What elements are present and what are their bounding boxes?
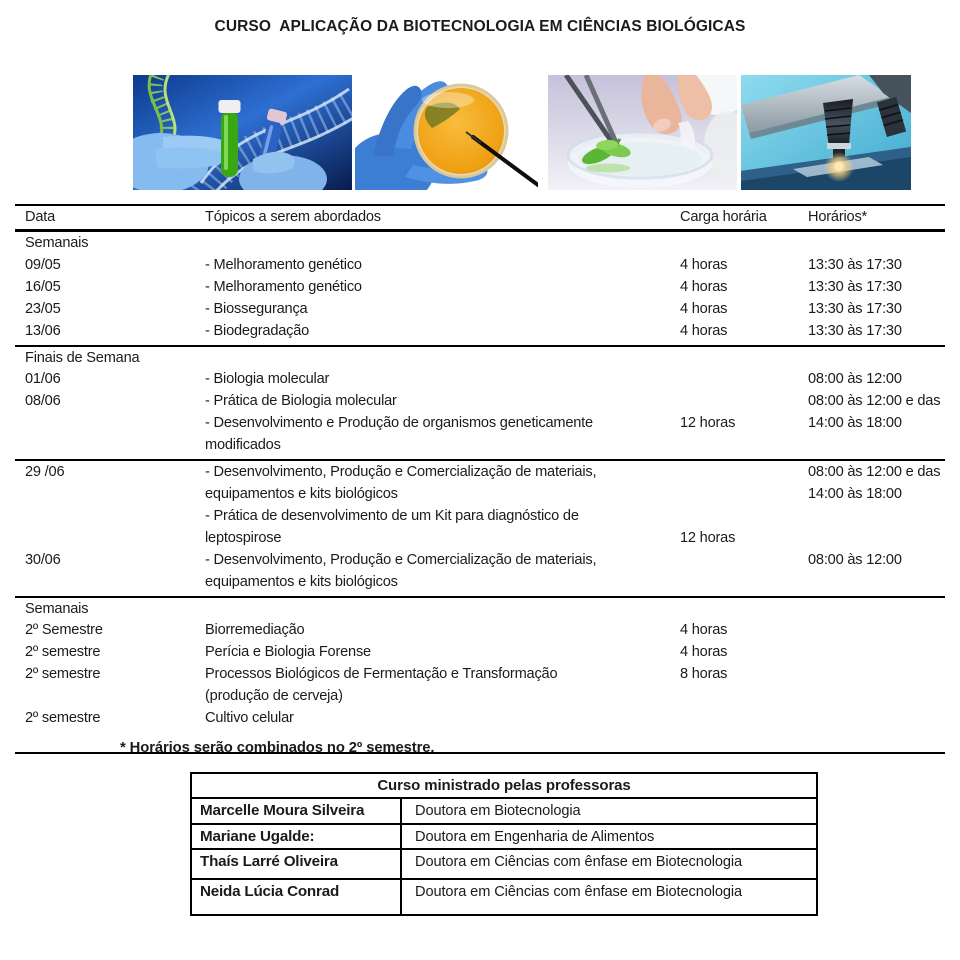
- schedule-date-cell: Semanais: [25, 600, 89, 617]
- professor-degree-cell: Doutora em Biotecnologia: [415, 803, 581, 819]
- professor-degree-cell: Doutora em Engenharia de Alimentos: [415, 829, 655, 845]
- professor-row: [192, 880, 816, 914]
- schedule-hours-cell: [680, 708, 808, 730]
- schedule-hours-cell: [680, 348, 808, 370]
- schedule-times-cell: [808, 233, 945, 255]
- petri-dish-illustration: [355, 75, 538, 190]
- schedule-hours-cell: [680, 462, 808, 484]
- schedule-hours-cell: 12 horas: [680, 415, 736, 432]
- schedule-hours-cell: [680, 435, 808, 457]
- schedule-row: [15, 233, 945, 255]
- schedule-date-cell: 2º semestre: [25, 644, 101, 661]
- schedule-row: [15, 255, 945, 277]
- schedule-topic-cell: - Desenvolvimento e Produção de organismos geneticamente: [205, 415, 593, 432]
- schedule-times-cell: 14:00 às 18:00: [808, 415, 902, 432]
- schedule-times-cell: [808, 506, 945, 528]
- schedule-date-cell: [25, 435, 205, 457]
- schedule-row: [15, 506, 945, 528]
- schedule-row: [15, 413, 945, 435]
- schedule-date-cell: 30/06: [25, 551, 61, 568]
- schedule-hours-cell: 12 horas: [680, 529, 736, 546]
- schedule-date-cell: [25, 413, 205, 435]
- schedule-row: [15, 620, 945, 642]
- page-title: CURSO APLICAÇÃO DA BIOTECNOLOGIA EM CIÊNCIAS BIOLÓGICAS: [214, 18, 746, 35]
- schedule-topic-cell: Perícia e Biologia Forense: [205, 644, 371, 661]
- schedule-sections: [15, 232, 945, 754]
- schedule-header-row: [15, 206, 945, 232]
- schedule-hours-cell: [680, 484, 808, 506]
- schedule-times-cell: 13:30 às 17:30: [808, 322, 902, 339]
- schedule-topic-cell: [205, 233, 680, 255]
- petri-dish-photo: [355, 75, 538, 190]
- schedule-date-cell: Finais de Semana: [25, 349, 140, 366]
- schedule-hours-cell: [680, 550, 808, 572]
- schedule-topic-cell: - Prática de desenvolvimento de um Kit para diagnóstico de: [205, 507, 579, 524]
- schedule-row: [15, 435, 945, 457]
- professor-row: [192, 825, 816, 850]
- schedule-section: [15, 347, 945, 462]
- professor-name-cell: Thaís Larré Oliveira: [192, 850, 402, 878]
- dna-test-tubes-illustration: [133, 75, 352, 190]
- schedule-hours-cell: 4 horas: [680, 256, 728, 273]
- schedule-hours-cell: [680, 686, 808, 708]
- professor-name-cell: Mariane Ugalde:: [192, 825, 402, 848]
- schedule-hours-cell: 4 horas: [680, 278, 728, 295]
- schedule-row: [15, 277, 945, 299]
- schedule-topic-cell: [205, 599, 680, 621]
- professors-table: [190, 772, 818, 916]
- schedule-topic-cell: - Desenvolvimento, Produção e Comercialização de materiais,: [205, 464, 597, 481]
- schedule-date-cell: [25, 572, 205, 594]
- professors-rows: [192, 799, 816, 914]
- schedule-date-cell: 2º semestre: [25, 666, 101, 683]
- schedule-times-cell: 13:30 às 17:30: [808, 278, 902, 295]
- schedule-times-cell: 08:00 às 12:00 e das: [808, 464, 941, 481]
- schedule-date-cell: [25, 484, 205, 506]
- schedule-times-cell: 13:30 às 17:30: [808, 256, 902, 273]
- schedule-date-cell: 29 /06: [25, 464, 65, 481]
- schedule-topic-cell: Biorremediação: [205, 622, 305, 639]
- plant-culture-photo: [548, 75, 737, 190]
- schedule-topic-cell: - Biodegradação: [205, 322, 310, 339]
- schedule-times-cell: [808, 708, 945, 730]
- schedule-times-cell: [808, 599, 945, 621]
- schedule-topic-cell: - Biossegurança: [205, 300, 308, 317]
- schedule-hours-cell: 8 horas: [680, 666, 728, 683]
- schedule-topic-cell: - Desenvolvimento, Produção e Comercialização de materiais,: [205, 551, 597, 568]
- schedule-times-cell: 13:30 às 17:30: [808, 300, 902, 317]
- schedule-row: [15, 462, 945, 484]
- schedule-row: [15, 391, 945, 413]
- microscope-photo: [741, 75, 911, 190]
- schedule-date-cell: [25, 528, 205, 550]
- professor-degree-cell: Doutora em Ciências com ênfase em Biotecnologia: [415, 854, 743, 870]
- header-hours: Carga horária: [680, 209, 767, 225]
- dna-test-tubes-photo: [133, 75, 352, 190]
- professor-row: [192, 850, 816, 880]
- schedule-row: [15, 528, 945, 550]
- schedule-date-cell: 16/05: [25, 278, 61, 295]
- schedule-row: [15, 550, 945, 572]
- schedule-topic-cell: leptospirose: [205, 529, 282, 546]
- schedule-date-cell: [25, 506, 205, 528]
- schedule-times-cell: [808, 642, 945, 664]
- schedule-row: [15, 369, 945, 391]
- header-times: Horários*: [808, 209, 868, 225]
- schedule-row: [15, 664, 945, 686]
- schedule-times-cell: 14:00 às 18:00: [808, 485, 902, 502]
- plant-culture-illustration: [548, 75, 737, 190]
- schedule-hours-cell: [680, 599, 808, 621]
- schedule-footnote: * Horários serão combinados no 2º semestre.: [120, 740, 435, 756]
- schedule-section: [15, 232, 945, 347]
- header-data: Data: [25, 209, 56, 225]
- schedule-row: [15, 299, 945, 321]
- professor-name-cell: Neida Lúcia Conrad: [192, 880, 402, 914]
- schedule-row: [15, 484, 945, 506]
- schedule-topic-cell: [205, 348, 680, 370]
- schedule-row: [15, 348, 945, 370]
- schedule-times-cell: [808, 620, 945, 642]
- schedule-date-cell: 08/06: [25, 393, 61, 410]
- schedule-topic-cell: - Melhoramento genético: [205, 278, 362, 295]
- schedule-date-cell: 2º semestre: [25, 710, 101, 727]
- schedule-date-cell: 13/06: [25, 322, 61, 339]
- photo-strip: [133, 75, 911, 190]
- professor-name-cell: Marcelle Moura Silveira: [192, 799, 402, 823]
- schedule-date-cell: 01/06: [25, 371, 61, 388]
- course-schedule-table: [15, 204, 945, 754]
- schedule-hours-cell: 4 horas: [680, 322, 728, 339]
- schedule-date-cell: Semanais: [25, 235, 89, 251]
- schedule-hours-cell: [680, 369, 808, 391]
- schedule-topic-cell: - Melhoramento genético: [205, 256, 362, 273]
- schedule-topic-cell: equipamentos e kits biológicos: [205, 485, 398, 502]
- schedule-topic-cell: - Biologia molecular: [205, 371, 330, 388]
- schedule-times-cell: [808, 572, 945, 594]
- professor-row: [192, 799, 816, 825]
- schedule-hours-cell: 4 horas: [680, 622, 728, 639]
- schedule-row: [15, 572, 945, 594]
- microscope-illustration: [741, 75, 911, 190]
- schedule-hours-cell: 4 horas: [680, 644, 728, 661]
- professors-table-title: Curso ministrado pelas professoras: [192, 774, 816, 799]
- professor-degree-cell: Doutora em Ciências com ênfase em Biotecnologia: [415, 884, 743, 900]
- header-topics: Tópicos a serem abordados: [205, 209, 381, 225]
- schedule-times-cell: 08:00 às 12:00 e das: [808, 393, 941, 410]
- schedule-row: [15, 686, 945, 708]
- schedule-times-cell: [808, 686, 945, 708]
- schedule-hours-cell: [680, 391, 808, 413]
- schedule-date-cell: 09/05: [25, 256, 61, 273]
- schedule-times-cell: [808, 435, 945, 457]
- schedule-date-cell: 23/05: [25, 300, 61, 317]
- schedule-times-cell: 08:00 às 12:00: [808, 371, 902, 388]
- schedule-topic-cell: equipamentos e kits biológicos: [205, 573, 398, 590]
- schedule-times-cell: [808, 528, 945, 550]
- schedule-topic-cell: modificados: [205, 437, 281, 454]
- schedule-times-cell: [808, 664, 945, 686]
- schedule-topic-cell: - Prática de Biologia molecular: [205, 393, 397, 410]
- schedule-date-cell: [25, 686, 205, 708]
- schedule-topic-cell: Processos Biológicos de Fermentação e Transformação: [205, 666, 558, 683]
- schedule-topic-cell: Cultivo celular: [205, 710, 294, 727]
- schedule-hours-cell: [680, 233, 808, 255]
- schedule-times-cell: 08:00 às 12:00: [808, 551, 902, 568]
- schedule-row: [15, 642, 945, 664]
- schedule-date-cell: 2º Semestre: [25, 622, 103, 639]
- schedule-hours-cell: 4 horas: [680, 300, 728, 317]
- schedule-hours-cell: [680, 572, 808, 594]
- schedule-row: [15, 599, 945, 621]
- schedule-hours-cell: [680, 506, 808, 528]
- schedule-row: [15, 708, 945, 730]
- schedule-times-cell: [808, 348, 945, 370]
- schedule-topic-cell: (produção de cerveja): [205, 688, 343, 705]
- schedule-section: [15, 461, 945, 597]
- schedule-section: [15, 598, 945, 754]
- schedule-row: [15, 321, 945, 343]
